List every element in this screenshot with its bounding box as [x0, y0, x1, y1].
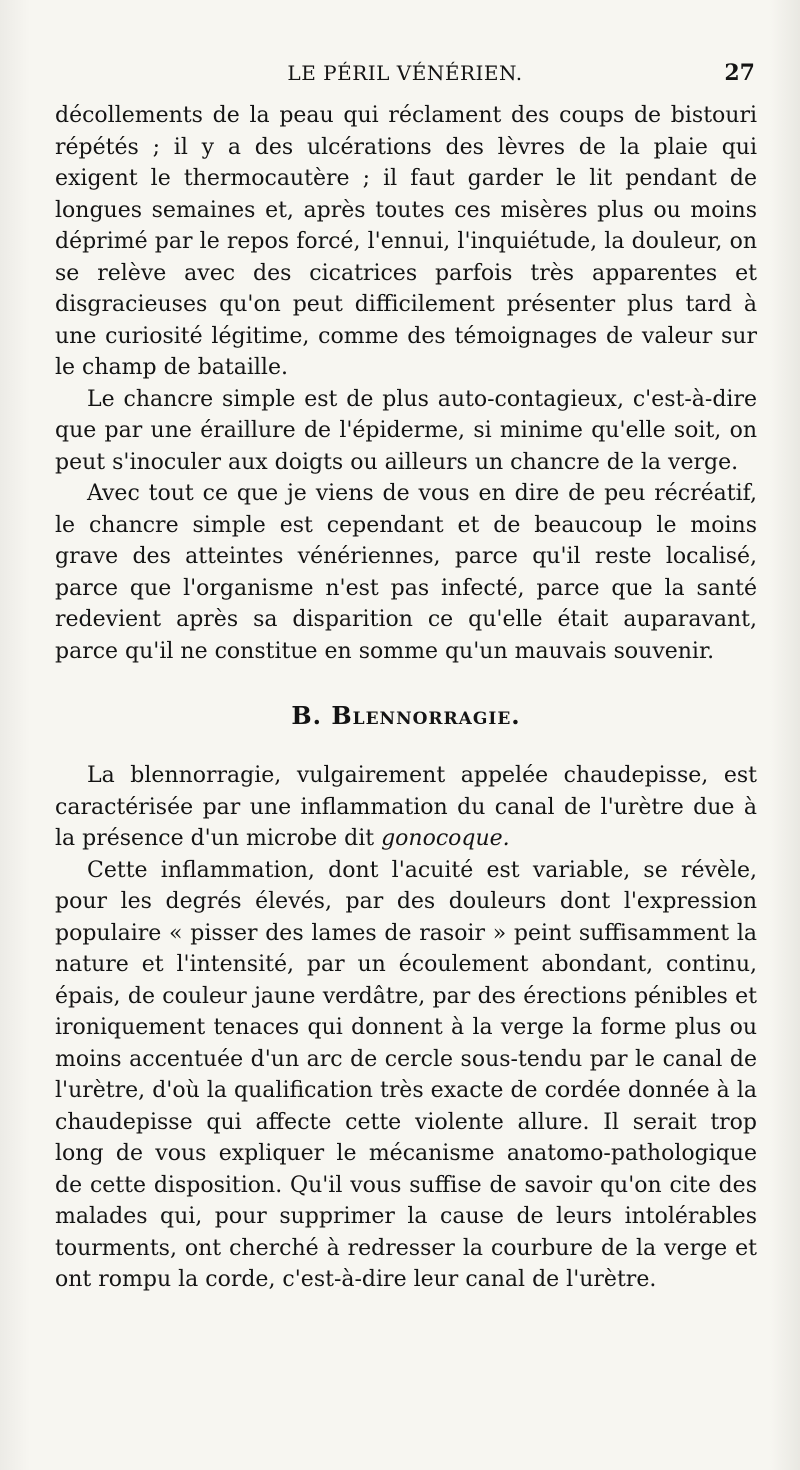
text-block-blennorragie [55, 760, 757, 1296]
text-block-chancre [55, 100, 757, 667]
paragraph-decollements: décollements de la peau qui réclament des coups de bistouri répétés ; il y a des ulcérations des lèvres de la plaie qui exigent le thermocautère ; il faut garder le lit pendant de longues semaines et, après toutes ces misères plus ou moins déprimé par le repos forcé, l'ennui, l'inquiétude, la douleur, on se relève avec des cicatrices parfois très apparentes et disgracieuses qu'on peut difficilement présenter plus tard à une curiosité légitime, comme des témoignages de valeur sur le champ de bataille. [55, 103, 757, 380]
paragraph-auto-contagieux: Le chancre simple est de plus auto-contagieux, c'est-à-dire que par une éraillure de l'épiderme, si minime qu'elle soit, on peut s'inoculer aux doigts ou ailleurs un chancre de la verge. [55, 386, 757, 475]
paragraph-inflammation: Cette inflammation, dont l'acuité est variable, se révèle, pour les degrés élevés, par des douleurs dont l'expression populaire « pisser des lames de rasoir » peint suffisamment la nature et l'intensité, par un écoulement abondant, continu, épais, de couleur jaune verdâtre, par des érections pénibles et ironiquement tenaces qui donnent à la verge la forme plus ou moins accentuée d'un arc de cercle sous-tendu par le canal de l'urètre, d'où la qualification très exacte de cordée donnée à la chaudepisse qui affecte cette violente allure. Il serait trop long de vous expliquer le mécanisme anatomo-pathologique de cette disposition. Qu'il vous suffise de savoir qu'on cite des malades qui, pour supprimer la cause de leurs intolérables tourments, ont cherché à redresser la courbure de la verge et ont rompu la corde, c'est-à-dire leur canal de l'urètre. [55, 857, 757, 1292]
running-title: LE PÉRIL VÉNÉRIEN. [287, 61, 523, 85]
section-letter: B. [291, 701, 322, 730]
section-heading [55, 700, 757, 732]
page-header [55, 58, 755, 88]
paragraph-moins-grave: Avec tout ce que je viens de vous en dire de peu récréatif, le chancre simple est cependant et de beaucoup le moins grave des atteintes vénériennes, parce qu'il reste localisé, parce que l'organisme n'est pas infecté, parce que la santé redevient après sa disparition ce qu'elle était auparavant, parce qu'il ne constitue en somme qu'un mauvais souvenir. [55, 481, 757, 664]
section-title: Blennorragie. [331, 701, 521, 730]
page-number: 27 [724, 60, 755, 86]
gonocoque-term: gonocoque. [381, 826, 510, 851]
definition-text: La blennorragie, vulgairement appelée chaudepisse, est caractérisée par une inflammation du canal de l'urètre due à la présence d'un microbe dit [55, 763, 757, 851]
paragraph-definition [55, 760, 757, 855]
